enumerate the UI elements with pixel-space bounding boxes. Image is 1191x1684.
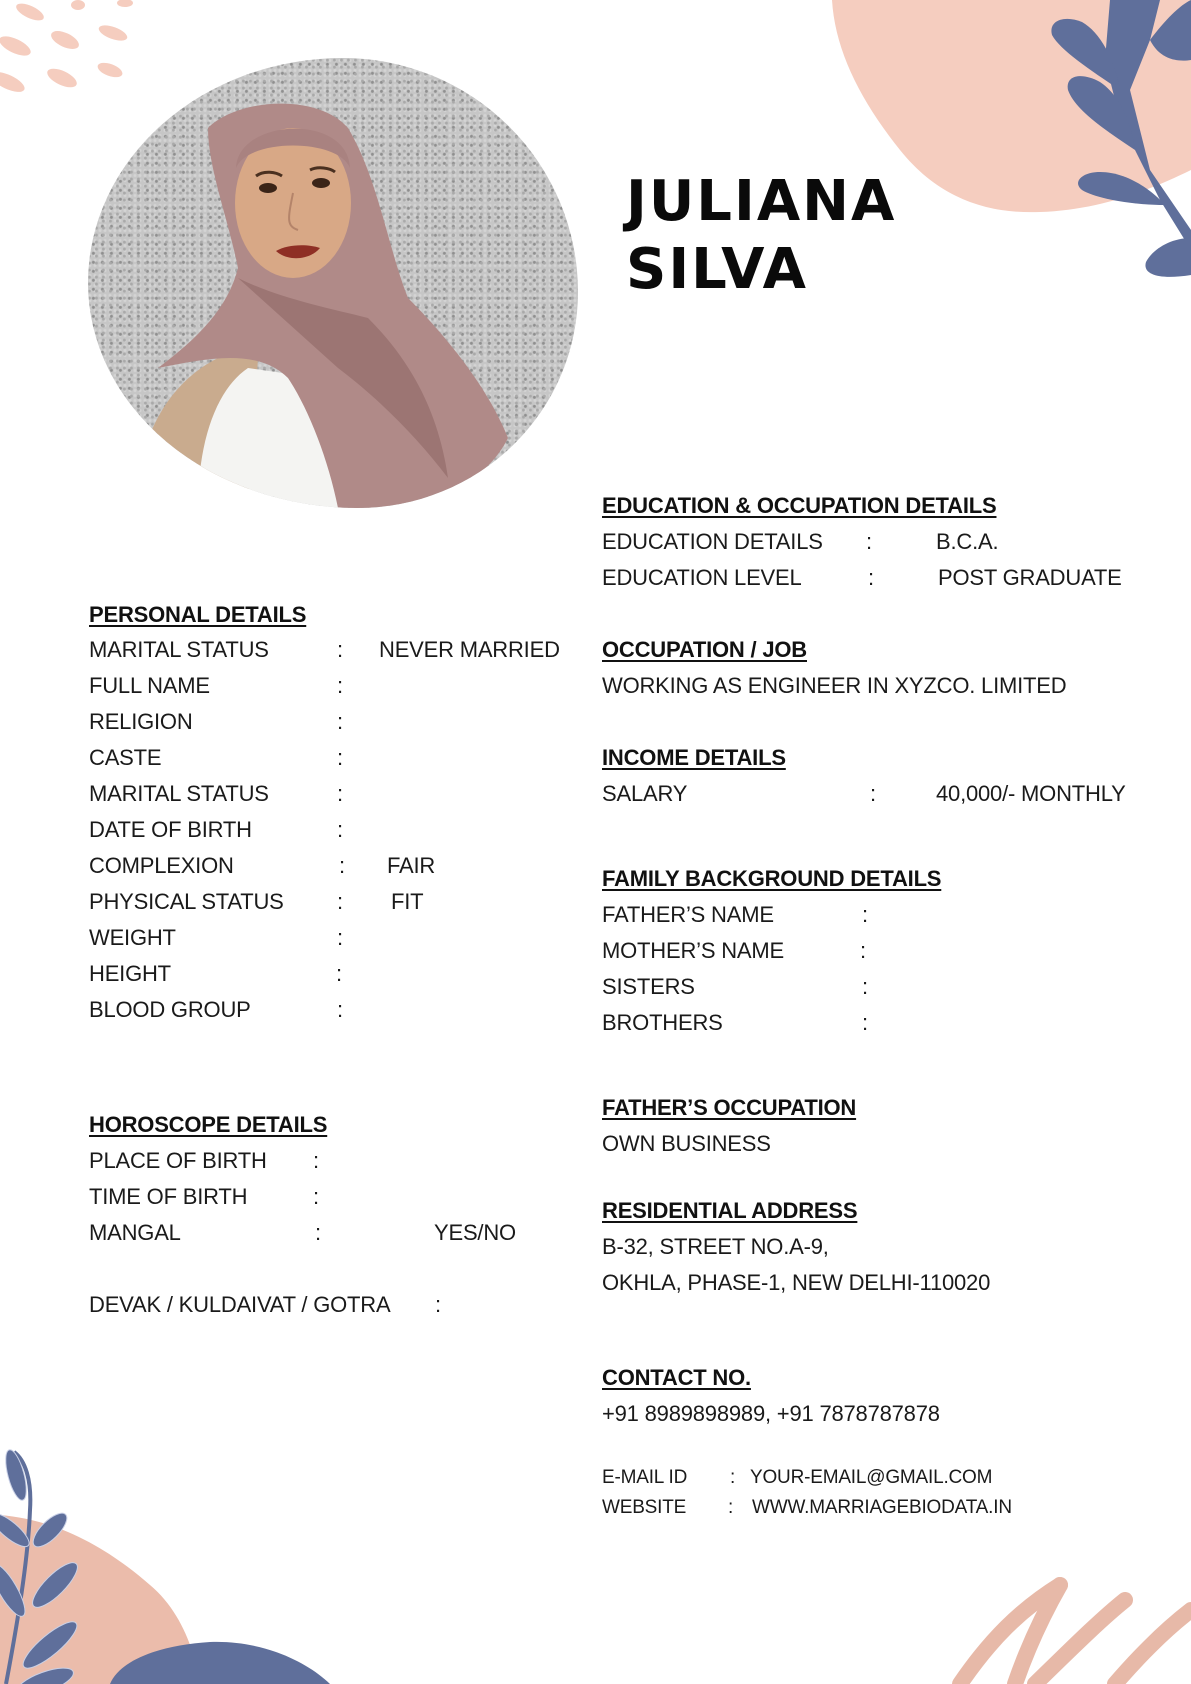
row-separator: : [337, 925, 343, 950]
row-label: PHYSICAL STATUS [89, 889, 284, 914]
row-label: MANGAL [89, 1220, 181, 1245]
bottom-right-brushstroke-decoration [940, 1560, 1191, 1684]
profile-photo [88, 58, 578, 508]
row-label: HEIGHT [89, 961, 171, 986]
row-label: WEIGHT [89, 925, 176, 950]
last-name: SILVA [626, 237, 809, 302]
portrait-illustration [88, 58, 578, 508]
row-label: MOTHER’S NAME [602, 938, 784, 963]
row-separator: : [337, 673, 343, 698]
row-label: EDUCATION DETAILS [602, 529, 823, 554]
row-label: E-MAIL ID [602, 1467, 688, 1488]
row-value: NEVER MARRIED [379, 637, 560, 662]
row-label: CASTE [89, 745, 162, 770]
row-label: DATE OF BIRTH [89, 817, 252, 842]
row-separator: : [339, 853, 345, 878]
education-heading: EDUCATION & OCCUPATION DETAILS [602, 493, 997, 518]
row-separator: : [870, 781, 876, 806]
contact-phones: +91 8989898989, +91 7878787878 [602, 1401, 940, 1426]
row-separator: : [313, 1148, 319, 1173]
row-separator: : [866, 529, 872, 554]
row-value: YES/NO [434, 1220, 516, 1245]
income-heading: INCOME DETAILS [602, 745, 786, 770]
row-separator: : [315, 1220, 321, 1245]
row-label: BLOOD GROUP [89, 997, 251, 1022]
row-label: EDUCATION LEVEL [602, 565, 802, 590]
row-value: POST GRADUATE [938, 565, 1122, 590]
row-value: 40,000/- MONTHLY [936, 781, 1126, 806]
row-separator: : [728, 1497, 734, 1518]
row-label: FULL NAME [89, 673, 210, 698]
row-separator: : [730, 1467, 736, 1488]
family-heading: FAMILY BACKGROUND DETAILS [602, 866, 942, 891]
personal-details-heading: PERSONAL DETAILS [89, 602, 307, 627]
row-separator: : [313, 1184, 319, 1209]
row-separator: : [862, 974, 868, 999]
contact-heading: CONTACT NO. [602, 1365, 751, 1390]
occupation-text: WORKING AS ENGINEER IN XYZCO. LIMITED [602, 673, 1067, 698]
row-separator: : [862, 1010, 868, 1035]
row-value: FIT [391, 889, 424, 914]
row-label: BROTHERS [602, 1010, 723, 1035]
row-separator: : [337, 889, 343, 914]
first-name: JULIANA [626, 169, 897, 234]
row-separator: : [336, 961, 342, 986]
row-separator: : [337, 997, 343, 1022]
father-occupation-text: OWN BUSINESS [602, 1131, 771, 1156]
row-separator: : [337, 637, 343, 662]
row-separator: : [860, 938, 866, 963]
row-separator: : [337, 709, 343, 734]
row-label: COMPLEXION [89, 853, 234, 878]
bottom-left-leaf-decoration [0, 1420, 340, 1684]
occupation-heading: OCCUPATION / JOB [602, 637, 807, 662]
row-label: SISTERS [602, 974, 695, 999]
horoscope-details-heading: HOROSCOPE DETAILS [89, 1112, 328, 1137]
row-value: B.C.A. [936, 529, 999, 554]
row-label: TIME OF BIRTH [89, 1184, 248, 1209]
row-label: RELIGION [89, 709, 193, 734]
row-separator: : [862, 902, 868, 927]
row-separator: : [337, 817, 343, 842]
address-line-1: B-32, STREET NO.A-9, [602, 1234, 829, 1259]
dash-pattern-decoration [0, 0, 140, 100]
row-label: FATHER’S NAME [602, 902, 774, 927]
address-line-2: OKHLA, PHASE-1, NEW DELHI-110020 [602, 1270, 991, 1295]
row-value: FAIR [387, 853, 436, 878]
row-separator: : [337, 745, 343, 770]
row-label: MARITAL STATUS [89, 637, 269, 662]
row-label: WEBSITE [602, 1497, 687, 1518]
row-separator: : [435, 1292, 441, 1317]
website-link[interactable]: WWW.MARRIAGEBIODATA.IN [752, 1497, 1012, 1518]
father-occupation-heading: FATHER’S OCCUPATION [602, 1095, 857, 1120]
row-label: MARITAL STATUS [89, 781, 269, 806]
profile-name [626, 168, 896, 304]
address-heading: RESIDENTIAL ADDRESS [602, 1198, 858, 1223]
email-link[interactable]: YOUR-EMAIL@GMAIL.COM [750, 1467, 993, 1488]
row-label: PLACE OF BIRTH [89, 1148, 267, 1173]
row-label: DEVAK / KULDAIVAT / GOTRA [89, 1292, 391, 1317]
row-separator: : [868, 565, 874, 590]
row-label: SALARY [602, 781, 688, 806]
row-separator: : [337, 781, 343, 806]
